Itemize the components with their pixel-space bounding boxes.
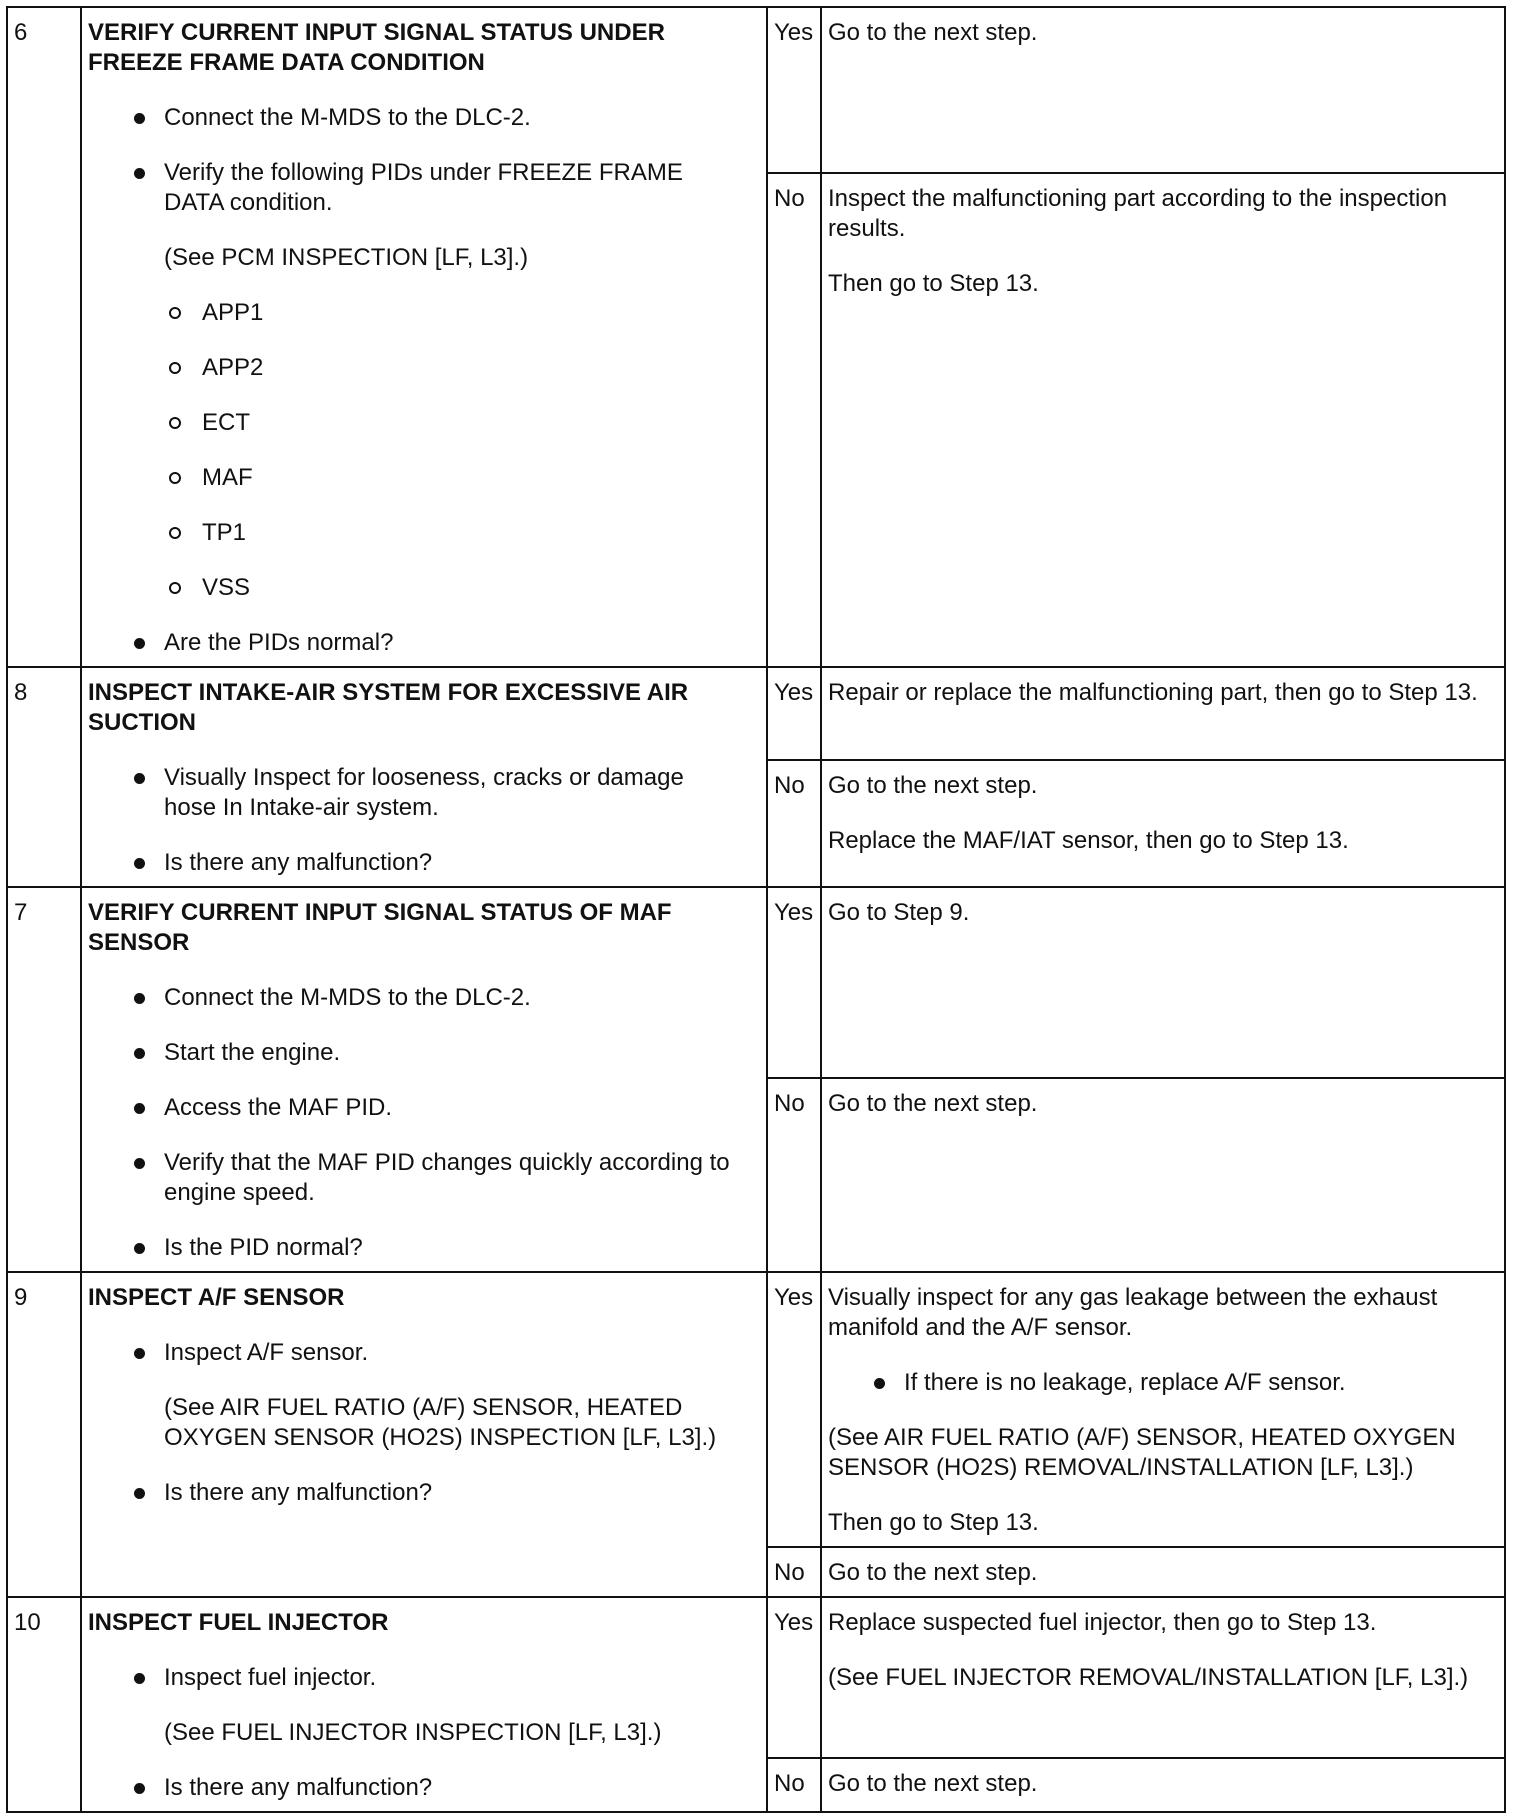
pid-list-container	[88, 298, 760, 603]
pid-list	[88, 298, 740, 603]
no-result	[821, 173, 1505, 668]
action-question: Is there any malfunction?	[88, 1773, 760, 1803]
no-result	[821, 760, 1505, 887]
pid-item: TP1	[164, 518, 740, 548]
action-item: Start the engine.	[88, 1038, 760, 1068]
action-list	[88, 983, 760, 1263]
action-reference: (See FUEL INJECTOR INSPECTION [LF, L3].)	[164, 1719, 662, 1746]
pid-item: VSS	[164, 573, 740, 603]
step-action-cell	[81, 887, 767, 1272]
action-reference: (See PCM INSPECTION [LF, L3].)	[164, 244, 529, 271]
no-result	[821, 1547, 1505, 1597]
action-item: Inspect fuel injector.	[88, 1663, 760, 1693]
action-item: Access the MAF PID.	[88, 1093, 760, 1123]
yes-result	[821, 7, 1505, 173]
yes-result	[821, 1597, 1505, 1758]
action-item	[88, 158, 760, 218]
result-text: Inspect the malfunctioning part according to the inspection results.	[828, 184, 1448, 242]
step-action-cell	[81, 1597, 767, 1812]
result-text: Visually inspect for any gas leakage between the exhaust manifold and the A/F sensor.	[828, 1284, 1438, 1341]
step-number: 7	[7, 887, 81, 1272]
result-text: Go to the next step.	[828, 1559, 1038, 1586]
action-item: Verify that the MAF PID changes quickly according to engine speed.	[88, 1148, 760, 1208]
action-item: Connect the M-MDS to the DLC-2.	[88, 103, 760, 133]
yes-result	[821, 1272, 1505, 1547]
pid-item: APP2	[164, 353, 740, 383]
no-result	[821, 1758, 1505, 1812]
action-item: Visually Inspect for looseness, cracks or damage hose In Intake-air system.	[88, 763, 760, 823]
yes-label: Yes	[767, 887, 821, 1078]
step-number: 9	[7, 1272, 81, 1597]
step-title: INSPECT INTAKE-AIR SYSTEM FOR EXCESSIVE AIR SUCTION	[88, 679, 689, 736]
step-action-cell	[81, 667, 767, 887]
result-text: Go to Step 9.	[828, 899, 970, 926]
yes-result	[821, 887, 1505, 1078]
no-label: No	[767, 1758, 821, 1812]
step-action-cell	[81, 1272, 767, 1597]
no-result	[821, 1078, 1505, 1272]
result-text: (See FUEL INJECTOR REMOVAL/INSTALLATION [LF, L3].)	[828, 1664, 1469, 1691]
result-text: Repair or replace the malfunctioning part, then go to Step 13.	[828, 679, 1478, 706]
action-question: Are the PIDs normal?	[88, 628, 760, 658]
step-title: INSPECT A/F SENSOR	[88, 1284, 345, 1311]
result-text: Go to the next step.	[828, 1770, 1038, 1798]
procedure-table	[6, 6, 1506, 1813]
no-label: No	[767, 1078, 821, 1272]
action-list	[88, 763, 760, 878]
step-row	[7, 1597, 1505, 1758]
no-label: No	[767, 1547, 821, 1597]
pid-item: ECT	[164, 408, 740, 438]
result-text: Go to the next step.	[828, 771, 1038, 799]
action-list	[88, 103, 760, 658]
yes-result	[821, 667, 1505, 760]
action-reference: (See AIR FUEL RATIO (A/F) SENSOR, HEATED OXYGEN SENSOR (HO2S) INSPECTION [LF, L3].)	[164, 1394, 717, 1451]
result-text: Go to the next step.	[828, 1090, 1038, 1118]
result-text: Replace the MAF/IAT sensor, then go to Step 13.	[828, 826, 1349, 854]
action-list	[88, 1663, 760, 1803]
yes-label: Yes	[767, 1597, 821, 1758]
no-label: No	[767, 173, 821, 668]
no-label: No	[767, 760, 821, 887]
result-text: Then go to Step 13.	[828, 269, 1039, 297]
pid-item: APP1	[164, 298, 740, 328]
yes-label: Yes	[767, 7, 821, 173]
result-text: (See AIR FUEL RATIO (A/F) SENSOR, HEATED OXYGEN SENSOR (HO2S) REMOVAL/INSTALLATION [LF, L3].)	[828, 1424, 1456, 1481]
action-question: Is there any malfunction?	[88, 1478, 760, 1508]
action-question: Is there any malfunction?	[88, 848, 760, 878]
step-number: 10	[7, 1597, 81, 1812]
step-number: 6	[7, 7, 81, 667]
action-text: Verify the following PIDs under FREEZE FRAME DATA condition.	[164, 159, 683, 216]
result-text: Then go to Step 13.	[828, 1509, 1039, 1536]
step-number: 8	[7, 667, 81, 887]
step-row	[7, 1272, 1505, 1547]
step-row	[7, 7, 1505, 173]
result-bullets	[828, 1368, 1498, 1398]
yes-label: Yes	[767, 1272, 821, 1547]
result-text: Replace suspected fuel injector, then go to Step 13.	[828, 1609, 1377, 1636]
step-title: VERIFY CURRENT INPUT SIGNAL STATUS OF MAF SENSOR	[88, 899, 672, 956]
action-list	[88, 1338, 760, 1508]
action-question: Is the PID normal?	[88, 1233, 760, 1263]
pid-item: MAF	[164, 463, 740, 493]
yes-label: Yes	[767, 667, 821, 760]
step-row	[7, 887, 1505, 1078]
action-item: Connect the M-MDS to the DLC-2.	[88, 983, 760, 1013]
step-title: INSPECT FUEL INJECTOR	[88, 1609, 389, 1636]
step-row	[7, 667, 1505, 760]
result-text: Go to the next step.	[828, 19, 1038, 46]
action-item: Inspect A/F sensor.	[88, 1338, 760, 1368]
step-action-cell	[81, 7, 767, 667]
step-title: VERIFY CURRENT INPUT SIGNAL STATUS UNDER FREEZE FRAME DATA CONDITION	[88, 19, 665, 76]
result-bullet: If there is no leakage, replace A/F sensor.	[828, 1368, 1498, 1398]
